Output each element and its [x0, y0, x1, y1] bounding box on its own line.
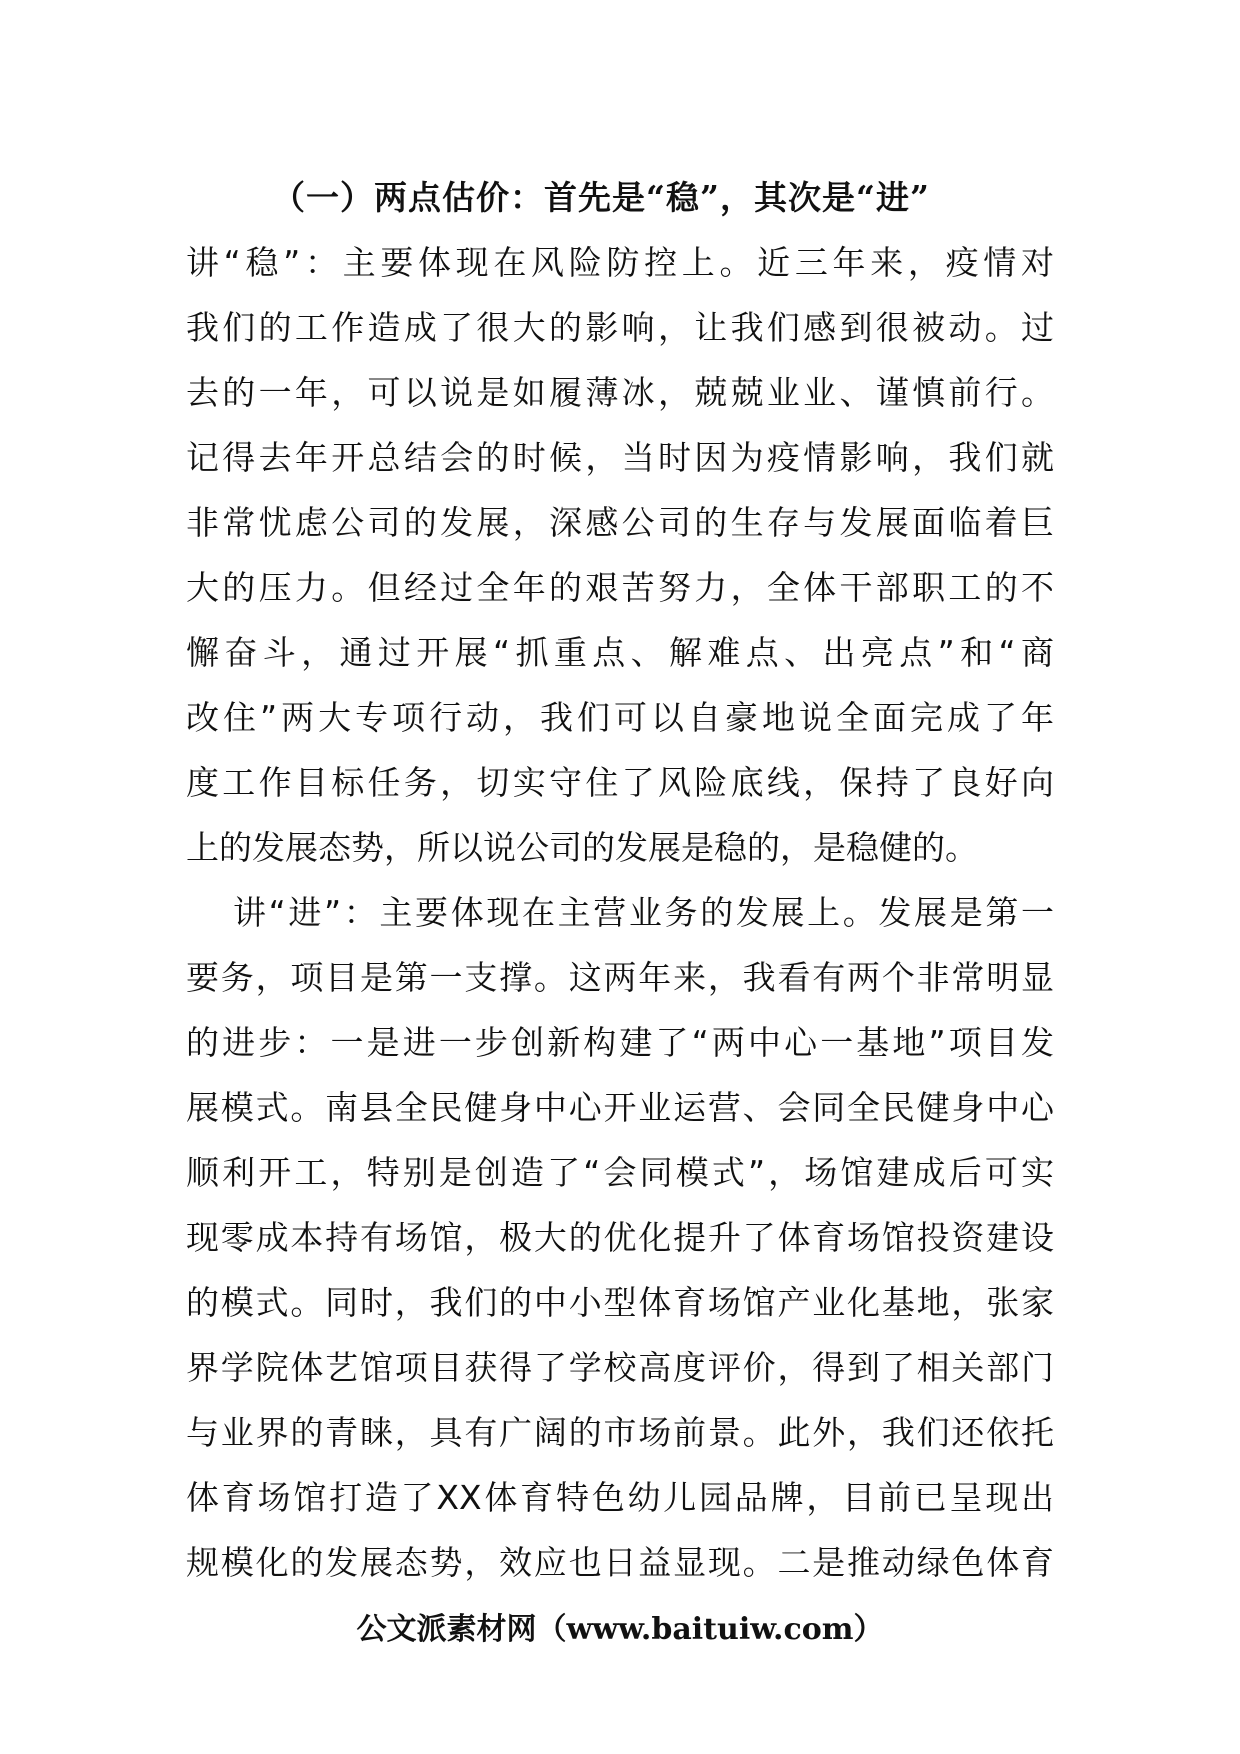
text-line: 懈奋斗，通过开展“抓重点、解难点、出亮点”和“商: [186, 633, 1054, 672]
text-line: 的模式。同时，我们的中小型体育场馆产业化基地，张家: [186, 1283, 1054, 1322]
text-line: 去的一年，可以说是如履薄冰，兢兢业业、谨慎前行。: [186, 373, 1054, 412]
text-line: 讲“进”：主要体现在主营业务的发展上。发展是第一: [233, 893, 1054, 932]
text-line: 要务，项目是第一支撑。这两年来，我看有两个非常明显: [186, 958, 1054, 997]
text-line: 记得去年开总结会的时候，当时因为疫情影响，我们就: [186, 438, 1054, 477]
text-line: 度工作目标任务，切实守住了风险底线，保持了良好向: [186, 763, 1054, 802]
text-line: 体育场馆打造了XX体育特色幼儿园品牌，目前已呈现出: [186, 1478, 1054, 1517]
text-line: 顺利开工，特别是创造了“会同模式”，场馆建成后可实: [186, 1153, 1054, 1192]
text-line: 展模式。南县全民健身中心开业运营、会同全民健身中心: [186, 1088, 1054, 1127]
text-line: 我们的工作造成了很大的影响，让我们感到很被动。过: [186, 308, 1054, 347]
text-line: 规模化的发展态势，效应也日益显现。二是推动绿色体育: [186, 1543, 1054, 1582]
text-line: 大的压力。但经过全年的艰苦努力，全体干部职工的不: [186, 568, 1054, 607]
text-line: 界学院体艺馆项目获得了学校高度评价，得到了相关部门: [186, 1348, 1054, 1387]
text-line: 非常忧虑公司的发展，深感公司的生存与发展面临着巨: [186, 503, 1054, 542]
paragraph-progress: [186, 880, 1054, 1595]
text-line: 上的发展态势，所以说公司的发展是稳的，是稳健的。: [186, 828, 978, 867]
text-line: 改住”两大专项行动，我们可以自豪地说全面完成了年: [186, 698, 1054, 737]
text-line: 与业界的青睐，具有广阔的市场前景。此外，我们还依托: [186, 1413, 1054, 1452]
text-line: 讲“稳”：主要体现在风险防控上。近三年来，疫情对: [186, 243, 1054, 282]
body-text: [186, 230, 1054, 1595]
page-footer-source: 公文派素材网（www.baituiw.com）: [356, 1612, 884, 1647]
paragraph-stability: [186, 230, 1054, 880]
text-line: 的进步：一是进一步创新构建了“两中心一基地”项目发: [186, 1023, 1054, 1062]
text-line: 现零成本持有场馆，极大的优化提升了体育场馆投资建设: [186, 1218, 1054, 1257]
section-heading: （一）两点估价：首先是“稳”，其次是“进”: [272, 178, 930, 217]
